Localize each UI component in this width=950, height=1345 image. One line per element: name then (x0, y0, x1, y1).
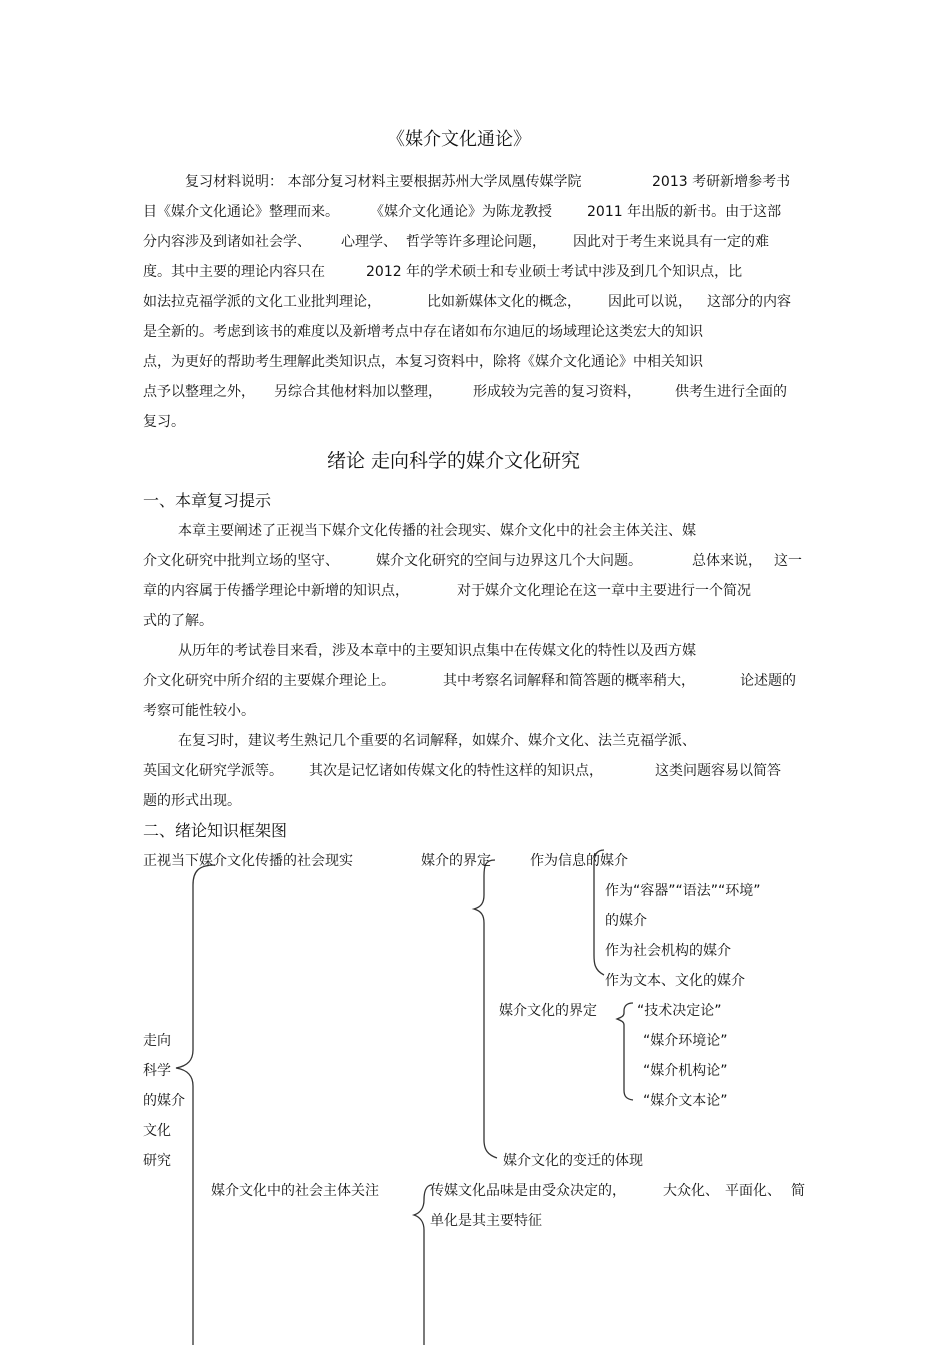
framework-branch: 正视当下媒介文化传播的社会现实 (143, 853, 353, 869)
framework-leaf: 作为“容器”“语法”“环境” (605, 883, 761, 899)
framework-leaf: 作为信息的媒介 (530, 853, 628, 869)
section1-text: 总体来说， (692, 553, 762, 569)
chapter-title: 绪论 走向科学的媒介文化研究 (327, 450, 581, 472)
section1-text: 这一 (774, 553, 802, 569)
intro-text: 形成较为完善的复习资料， (473, 384, 641, 400)
branch2-bracket (414, 1185, 432, 1345)
framework-leaf: 大众化、 (663, 1183, 719, 1199)
framework-leaf: 作为文本、文化的媒介 (605, 973, 745, 989)
framework-root: 的媒介 (143, 1093, 185, 1109)
intro-text: 因此对于考生来说具有一定的难 (573, 234, 769, 250)
section1-text: 媒介文化研究的空间与边界这几个大问题。 (376, 553, 642, 569)
intro-text: 复习。 (143, 414, 185, 430)
intro-text: 供考生进行全面的 (675, 384, 787, 400)
framework-leaf: 作为社会机构的媒介 (605, 943, 731, 959)
intro-text: 2013 考研新增参考书 (652, 174, 791, 190)
intro-text: 点予以整理之外， (143, 384, 255, 400)
section1-text: 从历年的考试卷目来看，涉及本章中的主要知识点集中在传媒文化的特性以及西方媒 (178, 643, 696, 659)
intro-text: 目《媒介文化通论》整理而来。 (143, 204, 339, 220)
intro-text: 心理学、 (341, 234, 397, 250)
intro-text: 如法拉克福学派的文化工业批判理论， (143, 294, 381, 310)
intro-text: 这部分的内容 (707, 294, 791, 310)
section1-text: 章的内容属于传播学理论中新增的知识点， (143, 583, 409, 599)
framework-leaf: 简 (791, 1183, 805, 1199)
framework-node: 媒介的界定 (421, 853, 491, 869)
framework-branch: 媒介文化中的社会主体关注 (211, 1183, 379, 1199)
section1-text: 对于媒介文化理论在这一章中主要进行一个简况 (457, 583, 751, 599)
intro-text: 2011 年出版的新书。由于这部 (587, 204, 782, 220)
section1-text: 论述题的 (740, 673, 796, 689)
framework-leaf: “媒介环境论” (643, 1033, 728, 1049)
section1-text: 介文化研究中批判立场的坚守、 (143, 553, 339, 569)
section1-text: 这类问题容易以简答 (655, 763, 781, 779)
framework-leaf: “技术决定论” (637, 1003, 722, 1019)
intro-text: 度。其中主要的理论内容只在 (143, 264, 325, 280)
section1-text: 英国文化研究学派等。 (143, 763, 283, 779)
framework-root: 研究 (143, 1153, 171, 1169)
framework-leaf: 的媒介 (605, 913, 647, 929)
section1-text: 题的形式出现。 (143, 793, 241, 809)
intro-text: 是全新的。考虑到该书的难度以及新增考点中存在诸如布尔迪厄的场域理论这类宏大的知识 (143, 324, 703, 340)
framework-root: 文化 (143, 1123, 171, 1139)
intro-text: 《媒介文化通论》为陈龙教授 (370, 204, 552, 220)
section1-text: 在复习时，建议考生熟记几个重要的名词解释，如媒介、媒介文化、法兰克福学派、 (178, 733, 696, 749)
framework-leaf: 平面化、 (725, 1183, 781, 1199)
section1-text: 考察可能性较小。 (143, 703, 255, 719)
intro-text: 复习材料说明： 本部分复习材料主要根据苏州大学凤凰传媒学院 (185, 174, 582, 190)
intro-text: 2012 年的学术硕士和专业硕士考试中涉及到几个知识点，比 (366, 264, 743, 280)
framework-node: 媒介文化的变迁的体现 (503, 1153, 643, 1169)
section-heading: 二、绪论知识框架图 (143, 821, 288, 840)
section-heading: 一、本章复习提示 (143, 491, 272, 510)
intro-text: 点，为更好的帮助考生理解此类知识点，本复习资料中，除将《媒介文化通论》中相关知识 (143, 354, 703, 370)
section1-text: 其中考察名词解释和简答题的概率稍大， (443, 673, 695, 689)
framework-leaf: “媒介文本论” (643, 1093, 728, 1109)
framework-leaf: 单化是其主要特征 (430, 1213, 542, 1229)
framework-leaf: 传媒文化品味是由受众决定的， (430, 1183, 626, 1199)
framework-node: 媒介文化的界定 (499, 1003, 597, 1019)
intro-text: 比如新媒体文化的概念， (427, 294, 581, 310)
media-def-bracket (474, 860, 497, 1158)
framework-root: 走向 (143, 1033, 171, 1049)
intro-text: 因此可以说， (608, 294, 692, 310)
framework-leaf: “媒介机构论” (643, 1063, 728, 1079)
framework-root: 科学 (143, 1063, 171, 1079)
doc-title: 《媒介文化通论》 (387, 129, 531, 150)
section1-text: 其次是记忆诸如传媒文化的特性这样的知识点， (309, 763, 603, 779)
section1-text: 式的了解。 (143, 613, 213, 629)
section1-text: 本章主要阐述了正视当下媒介文化传播的社会现实、媒介文化中的社会主体关注、媒 (178, 523, 696, 539)
section1-text: 介文化研究中所介绍的主要媒介理论上。 (143, 673, 395, 689)
intro-text: 另综合其他材料加以整理， (274, 384, 442, 400)
intro-text: 分内容涉及到诸如社会学、 (143, 234, 311, 250)
intro-text: 哲学等许多理论问题， (406, 234, 546, 250)
culture-def-bracket (617, 1003, 633, 1100)
